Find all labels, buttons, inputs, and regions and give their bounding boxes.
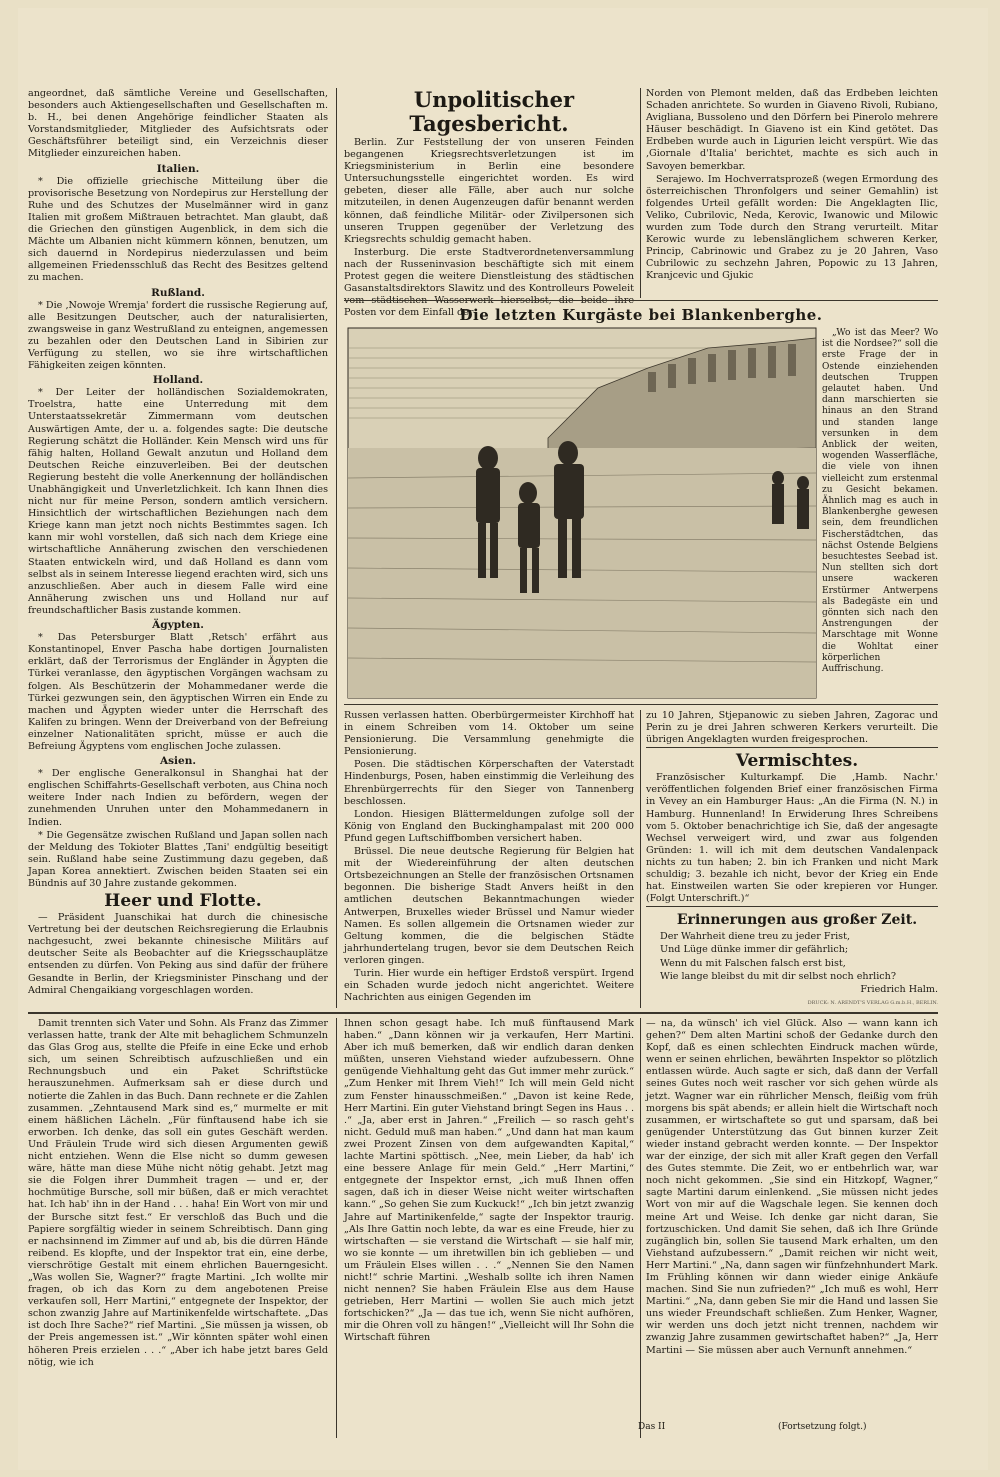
printer-imprint: DRUCK: N. ARENDT'S VERLAG G.m.b.H., BERLIN. (807, 999, 938, 1006)
story-text: Damit trennten sich Vater und Sohn. Als Franz das Zimmer verlassen hatte, trank der Alte mit behaglichem Schmunzeln das Glas Grog aus, stellte die Pfeife in eine Ecke und erhob sich, um seinen Schreibtisch aufzuschließen und ein Rechnungsbuch und ein Paket Schriftstücke herauszunehmen. Aufmerksam sah er diese durch und notierte die Zahlen in das Buch. Dann rechnete er die Zahlen zusammen. „Zehntausend Mark sind es,“ murmelte er mit einem häßlichen Lächeln. „Für fünftausend habe ich sie erworben. Ich denke, das soll ein gutes Geschäft werden. Und Fräulein Trude wird sich diesen Argumenten gewiß nicht entziehen. Wenn die Else nicht so dumm gewesen wäre, hätte man diese Mühe nicht nötig gehabt. Jetzt mag sie die Folgen ihrer Dummheit tragen — und er, der hochmütige Bursche, soll mir büßen, daß er mich verachtet hat. Ich hab' ihn in der Hand . . . haha! Ein Wort von mir und der Bursche sitzt fest.“ Er verschloß das Buch und die Papiere sorgfältig wieder in seinem Schreibtisch. Dann ging er nachsinnend im Zimmer auf und ab, bis die dürren Hände reibend. Es klopfte, und der Inspektor trat ein, eine derbe, vierschrötige Gestalt mit einem ehrlichen Bauerngesicht. „Was wollen Sie, Wagner?“ fragte Martini. „Ich wollte mir fragen, ob ich das Korn zu dem angebotenen Preise verkaufen soll, Herr Martini,“ entgegnete der Inspektor, der schon zwanzig Jahre auf Martinikenfelde wirtschaftete. „Das ist doch Ihre Sache?“ rief Martini. „Sie müssen ja wissen, ob der Preis angemessen ist.“ „Wir könnten später wohl einen höheren Preis erzielen . . .“ „Aber ich habe jetzt bares Geld nötig, wie ich (28, 1018, 328, 1368)
column-politics (28, 88, 328, 1008)
heading-erinnerungen: Erinnerungen aus großer Zeit. (646, 906, 938, 930)
article-paragraph: * Der Leiter der holländischen Sozialdemokraten, Troelstra, hatte eine Unterredung mit dem Unterstaatssekretär Zimmermann vom deutschen Auswärtigen Amte, der u. a. folgendes sagte: Die deutsche Regierung schätzt die Holländer. Kein Mensch wird uns für fähig halten, Holland Gewalt anzutun und Holland dem Deutschen Reiche einzuverleiben. Bei der deutschen Regierung besteht die volle Anerkennung der holländischen Unabhängigkeit und Unverletzlichkeit. Ich kann Ihnen dies nicht nur für meine Person, sondern amtlich versichern. Hinsichtlich der wirtschaftlichen Beziehungen nach dem Kriege kann man jetzt noch nichts Bestimmtes sagen. Ich kann mir wohl vorstellen, daß sich nach dem Kriege eine wirtschaftliche Annäherung zwischen den verschiedenen Staaten entwickeln wird, und daß Holland es dann vom selbst als in seinem Interesse liegend erachten wird, sich uns anzuschließen. Aber auch in diesem Falle wird eine Annäherung zwischen uns und Holland nur auf freundschaftlicher Basis zustande kommen. (28, 387, 328, 616)
newspaper-page (18, 8, 988, 1470)
section-heading-agypten: Ägypten. (152, 619, 204, 632)
article-paragraph-berlin: Berlin. Zur Feststellung der von unseren Feinden begangenen Kriegsrechtsverletzungen ist im Kriegsministerium in Berlin eine besondere Untersuchungsstelle eingerichtet worden. Es wird gebeten, dieser alle Fälle, aber auch nur solche mitzuteilen, in denen Augenzeugen dafür benannt werden können, daß feindliche Militär- oder Zivilpersonen sich unseren Truppen gegenüber der Verletzung des Kriegsrechts schuldig gemacht haben. (344, 137, 634, 245)
column-divider (640, 1018, 641, 1438)
article-paragraph: „Wo ist das Meer? Wo ist die Nordsee?“ soll die erste Frage der in Ostende einziehenden deutschen Truppen gelautet haben. Und dann marschierten sie hinaus an den Strand und standen lange versunken in dem Anblick der weiten, wogenden Wasserfläche, die viele von ihnen vielleicht zum erstenmal zu Gesicht bekamen. Ähnlich mag es auch in Blankenberghe gewesen sein, dem freundlichen Fischerstädtchen, das nächst Ostende Belgiens besuchtestes Seebad ist. Nun stellten sich dort unsere wackeren Erstürmer Antwerpens als Badegäste ein und gönnten sich nach den Anstrengungen der Marschtage mit Wonne die Wohltat einer körperlichen Auffrischung. (822, 328, 938, 675)
column-divider (336, 1018, 337, 1438)
article-paragraph: Russen verlassen hatten. Oberbürgermeister Kirchhoff hat in einem Schreiben vom 14. Oktober um seine Pensionierung. Die Versammlung genehmigte die Pensionierung. (344, 710, 634, 758)
story-column-2 (344, 1018, 634, 1438)
column-tagesbericht-mid (344, 710, 634, 1008)
section-heading-italien: Italien. (156, 162, 200, 175)
row-divider (344, 704, 938, 705)
story-text: — na, da wünsch' ich viel Glück. Also — wann kann ich gehen?“ Dem alten Martini schoß der Gedanke durch den Kopf, daß es einen schlechten Eindruck machen würde, wenn er seinen ehrlichen, bewährten Inspektor so plötzlich entlassen würde. Auch sagte er sich, daß dann der Verfall seines Gutes noch weit rascher vor sich gehen würde als jetzt. Wagner war ein rührlicher Mensch, fleißig vom früh morgens bis spät abends; er allein hielt die Wirtschaft noch zusammen, er wirtschaftete so gut und sparsam, daß bei genügender Unterstützung das Gut binnen kurzer Zeit wieder instand gebracht werden konnte. — Der Inspektor war der einzige, der sich mit aller Kraft gegen den Verfall des Gutes stemmte. Die Zeit, wo er entbehrlich war, war noch nicht gekommen. „Sie sind ein Hitzkopf, Wagner,“ sagte Martini darum einlenkend. „Sie müssen nicht jedes Wort von mir auf die Wagschale legen. Sie kennen doch meine Art und Weise. Ich denke gar nicht daran, Sie fortzuschicken. Und damit Sie sehen, daß ich Ihre Gründe zugänglich bin, sollen Sie tausend Mark erhalten, um den Viehstand aufzubessern.“ „Damit reichen wir nicht weit, Herr Martini.“ „Na, dann sagen wir fünfzehnhundert Mark. Im Frühling können wir dann wieder einige Ankäufe machen. Sind Sie nun zufrieden?“ „Ich muß es wohl, Herr Martini.“ „Na, dann geben Sie mir die Hand und lassen Sie uns wieder Freundschaft schließen. Zum Henker, Wagner, wir werden uns doch jetzt nicht trennen, nachdem wir zwanzig Jahre zusammen gewirtschaftet haben?“ „Ja, Herr Martini — Sie müssen aber auch Vernunft annehmen.“ (646, 1018, 938, 1356)
poem-line: Wie lange bleibst du mit dir selbst noch ehrlich? (660, 970, 897, 982)
article-paragraph: * Der englische Generalkonsul in Shanghai hat der englischen Schiffahrts-Gesellschaft verboten, aus China noch weitere Inder nach Indien zu befördern, wegen der zunehmenden Unruhen unter den Mohammedanern in Indien. (28, 768, 328, 828)
column-tagesbericht-cont (646, 88, 938, 298)
article-paragraph: zu 10 Jahren, Stjepanowic zu sieben Jahren, Zagorac und Perin zu je drei Jahren schweren Kerkers verurteilt. Die übrigen Angeklagten wurden freigesprochen. (646, 710, 938, 746)
article-paragraph-turin: Turin. Hier wurde ein heftiger Erdstoß verspürt. Irgend ein Schaden wurde jedoch nicht angerichtet. Weitere Nachrichten aus einigen Gegenden im (344, 967, 634, 1004)
story-text: Ihnen schon gesagt habe. Ich muß fünftausend Mark haben.“ „Dann können wir ja verkaufen, Herr Martini. Aber ich muß bemerken, daß wir endlich daran denken müßten, unseren Viehstand wieder aufzubessern. Ohne genügende Viehhaltung geht das Gut immer mehr zurück.“ „Zum Henker mit Ihrem Vieh!“ Ich will mein Geld nicht zum Fenster hinausschmeißen.“ „Davon ist keine Rede, Herr Martini. Ein guter Viehstand bringt Segen ins Haus . . .“ „Ja, aber erst in Jahren.“ „Freilich — so rasch geht's nicht. Geduld muß man haben.“ „Und dann hat man kaum zwei Prozent Zinsen von dem aufgewandten Kapital,“ lachte Martini spöttisch. „Nee, mein Lieber, da hab' ich eine bessere Anlage für mein Geld.“ „Herr Martini,“ entgegnete der Inspektor ernst, „ich muß Ihnen offen sagen, daß ich in dieser Weise nicht weiter wirtschaften kann.“ „So gehen Sie zum Kuckuck!“ „Ich bin jetzt zwanzig Jahre auf Martinikenfelde,“ sagte der Inspektor traurig. „Als Ihre Gattin noch lebte, da war es eine Freude, hier zu wirtschaften — sie verstand die Wirtschaft — sie half mir, wo sie konnte — um ihretwillen bin ich geblieben — und um Fräulein Elses willen . . .“ „Nennen Sie den Namen nicht!“ schrie Martini. „Weshalb sollte ich ihren Namen nicht nennen? Sie haben Fräulein Else aus dem Hause getrieben, Herr Martini — wollen Sie auch mich jetzt fortschicken?“ „Ja — das tue ich, wenn Sie nicht aufhören, mir die Ohren voll zu hängen!“ „Vielleicht will Ihr Sohn die Wirtschaft führen (344, 1018, 634, 1344)
article-paragraph-insterburg: Insterburg. Die erste Stadtverordnetenversammlung nach der Russeninvasion beschäftigte sich mit einem Protest gegen die weitere Dienstleistung des städtischen Gasanstaltsdirektors Slawitz und des Kontrolleurs Poweleit Posten vor dem Einfall der (344, 246, 634, 319)
column-divider (640, 710, 641, 1008)
poem-author: Friedrich Halm. (860, 983, 938, 995)
section-heading-holland: Holland. (152, 374, 204, 387)
article-paragraph: Französischer Kulturkampf. Die ‚Hamb. Nachr.' veröffentlichen folgenden Brief einer französischen Firma in Vevey an ein Hamburger Haus: „An die Firma (N. N.) in Hamburg. Hunnenland! In Erwiderung Ihres Schreibens vom 5. Oktober benachrichtige ich Sie, daß der angesagte Wechsel verweigert wird, und zwar aus folgenden Gründen: 1. will ich mit dem deutschen Vandalenpack nichts zu tun haben; 2. bin ich Franken und nicht Mark schuldig; 3. bezahle ich nicht, bevor der Krieg ein Ende hat. Einstweilen warten Sie oder krepieren vor Hunger. (Folgt Unterschrift.)“ (646, 772, 938, 905)
article-paragraph: * Die ‚Nowoje Wremja' fordert die russische Regierung auf, alle Besitzungen Deutscher, auch der naturalisierten, zwangsweise in ganz Westrußland zu enteignen, angemessen zu bezahlen oder den Deutschen Land in Sibirien zur Verfügung zu stellen, wo sie ihre wirtschaftlichen Fähigkeiten zeigen könnten. (28, 299, 328, 372)
story-column-3 (646, 1018, 938, 1418)
poem-line: Und Lüge dünke immer dir gefährlich; (660, 944, 849, 956)
continuation-note: (Fortsetzung folgt.) (778, 1422, 867, 1432)
column-divider (336, 88, 337, 1008)
heading-unpolitischer-tagesbericht: Unpolitischer Tagesbericht. (409, 87, 575, 136)
column-vermischtes (646, 710, 938, 1008)
article-paragraph: * Die offizielle griechische Mitteilung über die provisorische Besetzung von Nordepirus zur Herstellung der Ruhe und des Schutzes der Muselmänner wird in ganz Italien mit großem Mißtrauen betrachtet. Man glaubt, daß die Griechen den günstigen Augenblick, in dem sich die Mächte um Albanien nicht kümmern können, benutzen, um sich dauernd in Nordepirus niederzulassen und beim allgemeinen Friedensschluß das Recht des Besitzes geltend zu machen. (28, 175, 328, 284)
feuilleton-divider (28, 1012, 938, 1014)
illustration-caption: Die letzten Kurgäste bei Blankenberghe. (459, 306, 823, 324)
article-paragraph-bruessel: Brüssel. Die neue deutsche Regierung für Belgien hat mit der Wiedereinführung der alten deutschen Ortsbezeichnungen an Stelle der französischen Ortsnamen begonnen. Die bisherige Stadt Anvers heißt in den amtlichen deutschen Bekanntmachungen wieder Antwerpen, Bruxelles wieder Brüssel und Namur wieder Namen. Es sollen allgemein die Ortsnamen wieder zur Geltung kommen, die die belgischen Städte jahrhundertelang trugen, bevor sie dem Deutschen Reich verloren gingen. (344, 846, 634, 966)
row-divider (344, 300, 938, 301)
heading-vermischtes: Vermischtes. (646, 747, 938, 771)
article-paragraph: — Präsident Juanschikai hat durch die chinesische Vertretung bei der deutschen Reichsregierung die Erlaubnis nachgesucht, zwei bekannte chinesische Militärs auf deutscher Seite als Beobachter auf die Kriegsschauplätze entsenden zu dürfen. Von Peking aus sind dafür der frühere Gesandte in Berlin, der Kriegsminister Pinschang und der Admiral Chengaikiang vorgeschlagen worden. (28, 912, 328, 996)
article-paragraph: angeordnet, daß sämtliche Vereine und Gesellschaften, besonders auch Aktiengesellschaften und Gesellschaften m. b. H., bei denen Angehörige feindlicher Staaten als Vorstandsmitglieder, Mitglieder des Aufsichtsrats oder Geschäftsführer beteiligt sind, ein Verzeichnis dieser Mitglieder einzureichen haben. (28, 88, 328, 160)
poem-line: Wenn du mit Falschen falsch erst bist, (660, 957, 846, 969)
story-column-1 (28, 1018, 328, 1438)
page-number: Das II (638, 1422, 666, 1432)
column-divider (640, 88, 641, 298)
section-heading-russland: Rußland. (151, 286, 205, 299)
poem-line: Der Wahrheit diene treu zu jeder Frist, (660, 931, 851, 943)
article-paragraph: * Die Gegensätze zwischen Rußland und Japan sollen nach der Meldung des Tokioter Blattes ‚Tani' endgültig beseitigt sein. Rußland habe seine Zustimmung dazu gegeben, daß Japan Korea annektiert. Zwischen beiden Staaten sei ein Bündnis auf 30 Jahre zustande gekommen. (28, 829, 328, 889)
illustration-text (822, 328, 938, 698)
article-paragraph: * Das Petersburger Blatt ‚Retsch' erfährt aus Konstantinopel, Enver Pascha habe dortigen Journalisten erklärt, daß der Terrorismus der Engländer in Ägypten die Türkei veranlasse, den ägyptischen Vorgängen wachsam zu folgen. Als Beschützerin der Mohammedaner werde die Türkei gezwungen sein, den ägyptischen Wirren ein Ende zu machen und Ägypten wieder unter die Herrschaft des Kalifen zu bringen. Wenn der Dreiverband von der Befreiung einzelner Nationalitäten spricht, müsse er auch die Befreiung Ägyptens vom englischen Joche zulassen. (28, 632, 328, 752)
article-paragraph-posen: Posen. Die städtischen Körperschaften der Vaterstadt Hindenburgs, Posen, haben einstimmig die Verleihung des Ehrenbürgerrechts für den Sieger von Tannenberg beschlossen. (344, 759, 634, 807)
article-paragraph: Norden von Plemont melden, daß das Erdbeben leichten Schaden anrichtete. So wurden in Giaveno Rivoli, Rubiano, Avigliana, Bussoleno und den Dörfern bei Pinerolo mehrere Häuser beschädigt. In Giaveno ist ein Kind getötet. Das Erdbeben wurde auch in Ligurien leicht verspürt. Wie das ‚Giornale d'Italia' berichtet, machte es sich auch in Savoyen bemerkbar. (646, 88, 938, 172)
heading-heer-und-flotte: Heer und Flotte. (104, 891, 262, 912)
column-tagesbericht (344, 87, 634, 319)
article-paragraph-london: London. Hiesigen Blättermeldungen zufolge soll der König von England den Buckinghampalast mit 200 000 Pfund gegen Luftschiffbomben versichert haben. (344, 808, 634, 844)
section-heading-asien: Asien. (159, 755, 197, 768)
article-paragraph-serajewo: Serajewo. Im Hochverratsprozeß (wegen Ermordung des österreichischen Thronfolgers und seiner Gemahlin) ist folgendes Urteil gefällt worden: Die Angeklagten Ilic, Veliko, Cubrilovic, Neda, Kerovic, Iwanowic und Milowic wurden zum Tode durch den Strang verurteilt. Mitar Kerowic wurde zu lebenslänglichem schweren Kerker, Princip, Cabrinowic und Grabez zu je 20 Jahren, Vaso Cubrilowic zu sechzehn Jahren, Popowic zu 13 Jahren, Kranjcevic und Gjukic (646, 173, 938, 282)
illustration-beach-soldiers (348, 328, 816, 698)
